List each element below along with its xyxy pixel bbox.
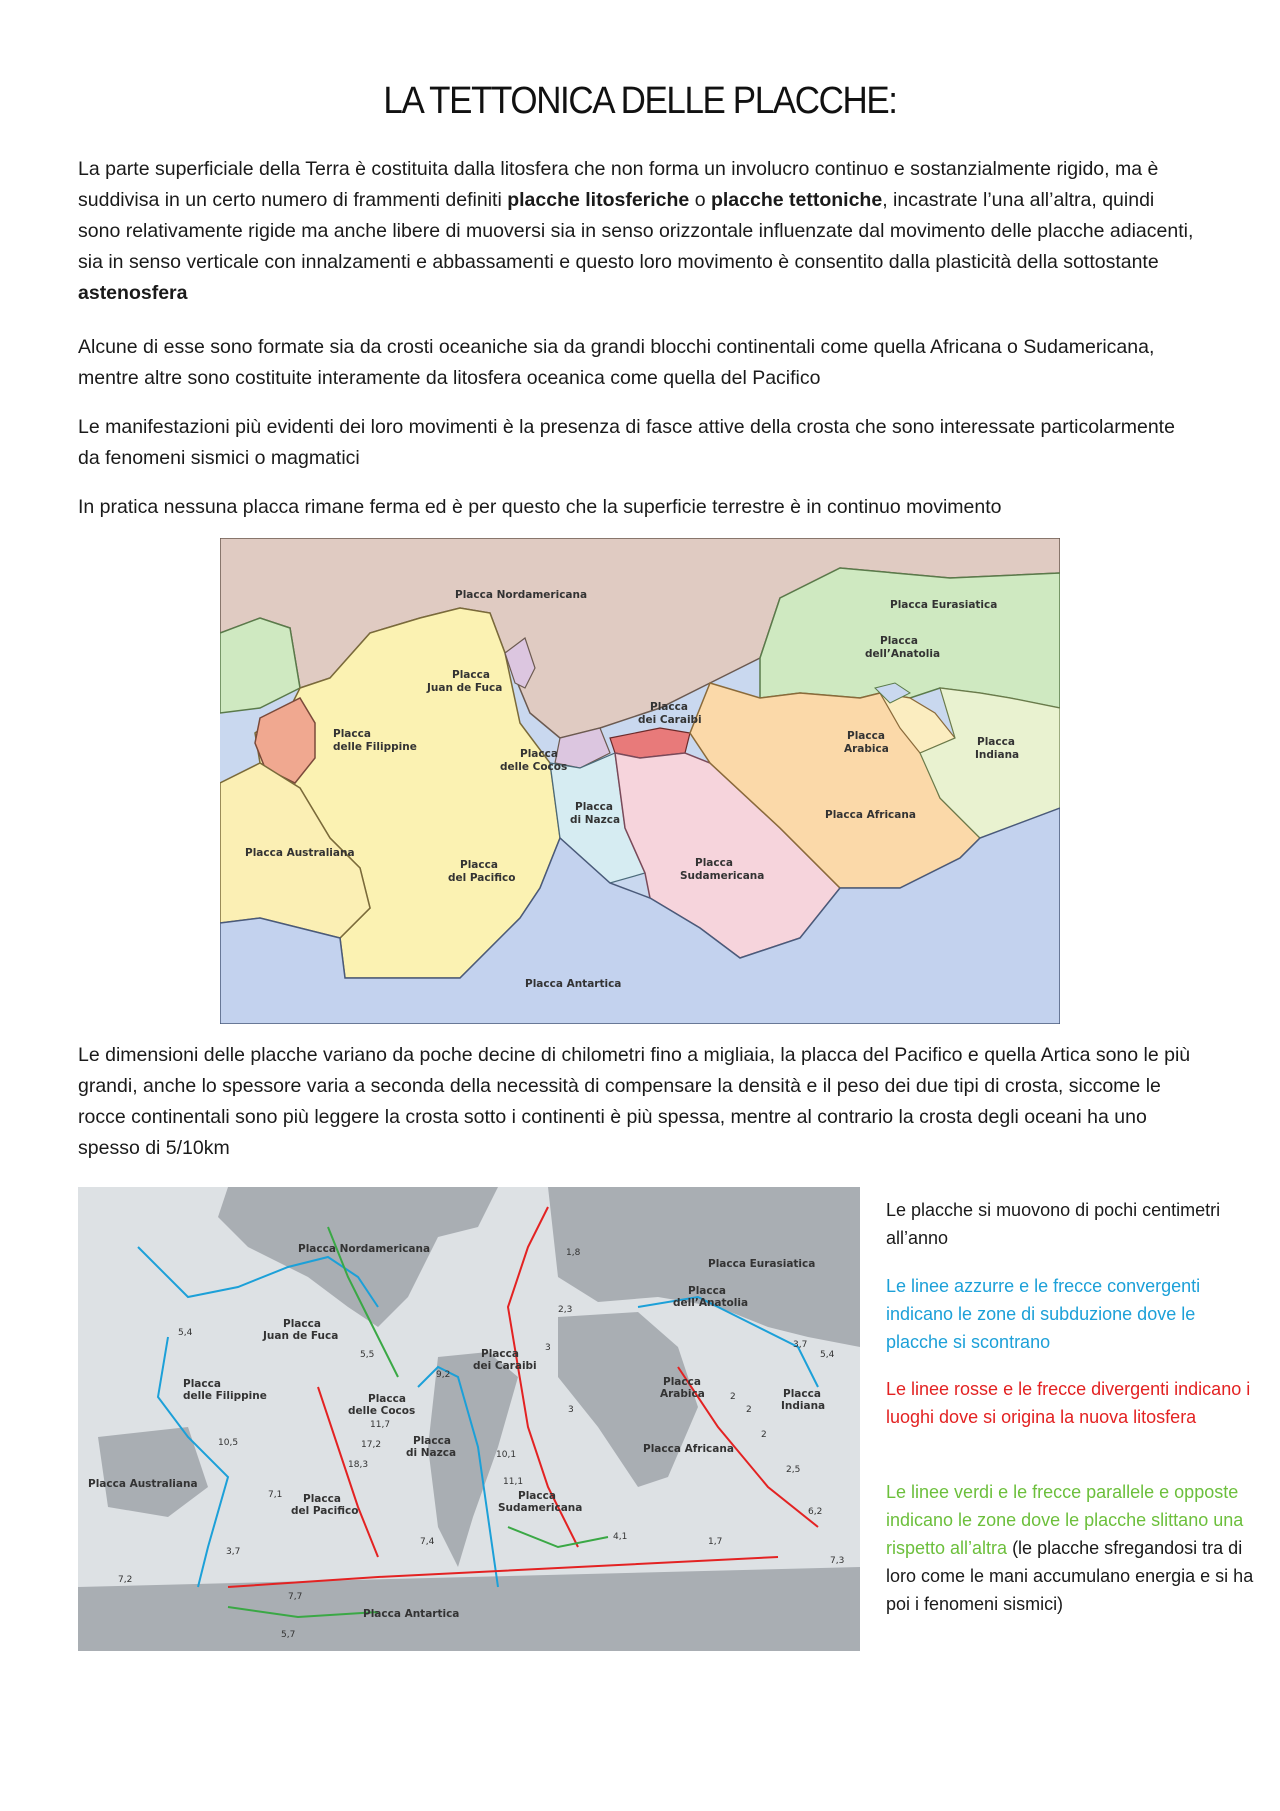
map2-label-africana: Placca Africana <box>643 1443 734 1455</box>
paragraph-dimensioni: Le dimensioni delle placche variano da poche decine di chilometri fino a migliaia, la placca del Pacifico e quella Artica sono le più grandi, anche lo spessore varia a seconda della necessità di compensare la densità e il peso dei due tipi di crosta, siccome le rocce continentali sono più leggere la crosta sotto i continenti è più spessa, mentre al contrario la crosta degli oceani ha uno spesso di 5/10km <box>78 1044 1191 1159</box>
legend-trasformi-note: (le placche sfregandosi tra di loro come le mani accumulano energia e si ha poi i fenomeni sismici) <box>886 1538 1254 1614</box>
rate-label: 1,8 <box>566 1248 581 1258</box>
map2-label-eurasiatica: Placca Eurasiatica <box>708 1258 816 1270</box>
rate-label: 9,2 <box>436 1370 451 1380</box>
map1-label-nordamericana: Placca Nordamericana <box>455 589 588 601</box>
map1-label-cocos-2: delle Cocos <box>500 761 568 773</box>
legend-divergenti: Le linee rosse e le frecce divergenti indicano i luoghi dove si origina la nuova litosfera <box>886 1379 1251 1427</box>
map2-label-filippine-2: delle Filippine <box>183 1390 267 1402</box>
map1-label-pacifico-2: del Pacifico <box>448 872 516 884</box>
rate-label: 3 <box>568 1405 574 1415</box>
map1-label-nazca-2: di Nazca <box>570 814 621 826</box>
map1-label-anatolia-1: Placca <box>880 635 918 647</box>
map2-label-nazca-2: di Nazca <box>406 1447 457 1459</box>
map1-label-indiana-2: Indiana <box>975 749 1020 761</box>
rate-label: 2 <box>730 1392 736 1402</box>
map1-label-juan-2: Juan de Fuca <box>427 682 503 694</box>
term-astenosfera: astenosfera <box>78 282 188 304</box>
paragraph-composizione: Alcune di esse sono formate sia da crosti oceaniche sia da grandi blocchi continentali come quella Africana o Sudamericana, mentre altre sono costituite interamente da litosfera oceanica come quella del Pacifico <box>78 336 1155 389</box>
rate-label: 10,5 <box>218 1438 239 1448</box>
legend-subduzione: Le linee azzurre e le frecce convergenti indicano le zone di subduzione dove le placche si scontrano <box>886 1276 1201 1352</box>
rate-label: 18,3 <box>348 1460 369 1470</box>
p1-text-d: , incastrate l’una all’altra, quindi sono relativamente rigide ma anche libere di muoversi sia in senso orizzontale influenzate dal movimento delle placche adiacenti, sia in senso verticale con innalzamenti e abbassamenti e questo loro movimento è consentito dalla plasticità della sottostante <box>78 189 1194 273</box>
map1-label-sudamericana-1: Placca <box>695 857 733 869</box>
map1-label-arabica-1: Placca <box>847 730 885 742</box>
map2-label-caraibi-2: dei Caraibi <box>473 1360 537 1372</box>
rate-label: 10,1 <box>496 1450 517 1460</box>
rate-label: 7,7 <box>288 1592 303 1602</box>
paragraph-movimento: In pratica nessuna placca rimane ferma ed è per questo che la superficie terrestre è in continuo movimento <box>78 496 1002 518</box>
rate-label: 4,1 <box>613 1532 628 1542</box>
rate-label: 11,1 <box>503 1477 524 1487</box>
map1-label-arabica-2: Arabica <box>844 743 889 755</box>
map2-label-cocos-1: Placca <box>368 1393 406 1405</box>
map1-label-caraibi-2: dei Caraibi <box>638 714 702 726</box>
map2-label-anatolia-2: dell’Anatolia <box>673 1297 749 1309</box>
map1-label-indiana-1: Placca <box>977 736 1015 748</box>
rate-label: 3,7 <box>793 1340 808 1350</box>
rate-label: 11,7 <box>370 1420 391 1430</box>
p1-text-c: o <box>689 189 711 211</box>
map1-label-cocos-1: Placca <box>520 748 558 760</box>
rate-label: 3 <box>545 1343 551 1353</box>
map2-label-cocos-2: delle Cocos <box>348 1405 416 1417</box>
map2-label-sudamericana-2: Sudamericana <box>498 1502 583 1514</box>
p1-text-a: La parte superficiale della Terra è costituita dalla litosfera che non forma un involucro continuo e sostanzialmente rigido, ma è suddivisa in un certo numero di frammenti definiti <box>78 158 1159 211</box>
rate-label: 5,4 <box>178 1328 193 1338</box>
map2-label-nordamericana: Placca Nordamericana <box>298 1243 431 1255</box>
rate-label: 17,2 <box>361 1440 382 1450</box>
rate-label: 2,3 <box>558 1305 573 1315</box>
rate-label: 7,2 <box>118 1575 133 1585</box>
legend-movimento: Le placche si muovono di pochi centimetri all’anno <box>886 1200 1221 1248</box>
map1-label-antartica: Placca Antartica <box>525 978 622 990</box>
rate-label: 2,5 <box>786 1465 801 1475</box>
map2-label-arabica-1: Placca <box>663 1376 701 1388</box>
rate-label: 3,7 <box>226 1547 241 1557</box>
map2-label-antartica: Placca Antartica <box>363 1608 460 1620</box>
map2-label-filippine-1: Placca <box>183 1378 221 1390</box>
rate-label: 2 <box>746 1405 752 1415</box>
paragraph-litosfera <box>78 154 1198 309</box>
map2-label-pacifico-1: Placca <box>303 1493 341 1505</box>
map2-label-pacifico-2: del Pacifico <box>291 1505 359 1517</box>
term-placche-litosferiche: placche litosferiche <box>507 189 690 211</box>
map1-label-caraibi-1: Placca <box>650 701 688 713</box>
map2-label-sudamericana-1: Placca <box>518 1490 556 1502</box>
rate-label: 5,7 <box>281 1630 296 1640</box>
rate-label: 5,4 <box>820 1350 835 1360</box>
map2-label-indiana-1: Placca <box>783 1388 821 1400</box>
map1-label-africana: Placca Africana <box>825 809 916 821</box>
rate-label: 7,1 <box>268 1490 283 1500</box>
map1-label-anatolia-2: dell’Anatolia <box>865 648 941 660</box>
map1-label-sudamericana-2: Sudamericana <box>680 870 765 882</box>
map2-label-caraibi-1: Placca <box>481 1348 519 1360</box>
boundaries-map <box>78 1187 860 1651</box>
paragraph-manifestazioni: Le manifestazioni più evidenti dei loro movimenti è la presenza di fasce attive della crosta che sono interessate particolarmente da fenomeni sismici o magmatici <box>78 416 1175 469</box>
map2-label-indiana-2: Indiana <box>781 1400 826 1412</box>
map1-label-australiana: Placca Australiana <box>245 847 355 859</box>
map1-label-nazca-1: Placca <box>575 801 613 813</box>
rate-label: 7,3 <box>830 1556 845 1566</box>
rate-label: 5,5 <box>360 1350 375 1360</box>
map2-label-arabica-2: Arabica <box>660 1388 705 1400</box>
map2-label-juan-2: Juan de Fuca <box>263 1330 339 1342</box>
legend-trasformi-colored: Le linee verdi e le frecce parallele e opposte indicano le zone dove le placche slittano una rispetto all’altra <box>886 1482 1244 1558</box>
rate-label: 6,2 <box>808 1507 823 1517</box>
map1-label-filippine-2: delle Filippine <box>333 741 417 753</box>
map2-label-australiana: Placca Australiana <box>88 1478 198 1490</box>
rate-label: 1,7 <box>708 1537 723 1547</box>
rate-label: 7,4 <box>420 1537 435 1547</box>
map2-label-anatolia-1: Placca <box>688 1285 726 1297</box>
legend-trasformi <box>886 1478 1256 1618</box>
term-placche-tettoniche: placche tettoniche <box>710 189 883 211</box>
map1-label-juan-1: Placca <box>452 669 490 681</box>
map2-label-juan-1: Placca <box>283 1318 321 1330</box>
map1-label-eurasiatica: Placca Eurasiatica <box>890 599 998 611</box>
plates-map <box>220 538 1060 1024</box>
map1-label-filippine-1: Placca <box>333 728 371 740</box>
map2-label-nazca-1: Placca <box>413 1435 451 1447</box>
map1-label-pacifico-1: Placca <box>460 859 498 871</box>
rate-label: 2 <box>761 1430 767 1440</box>
page-title: LA TETTONICA DELLE PLACCHE: <box>383 80 897 122</box>
